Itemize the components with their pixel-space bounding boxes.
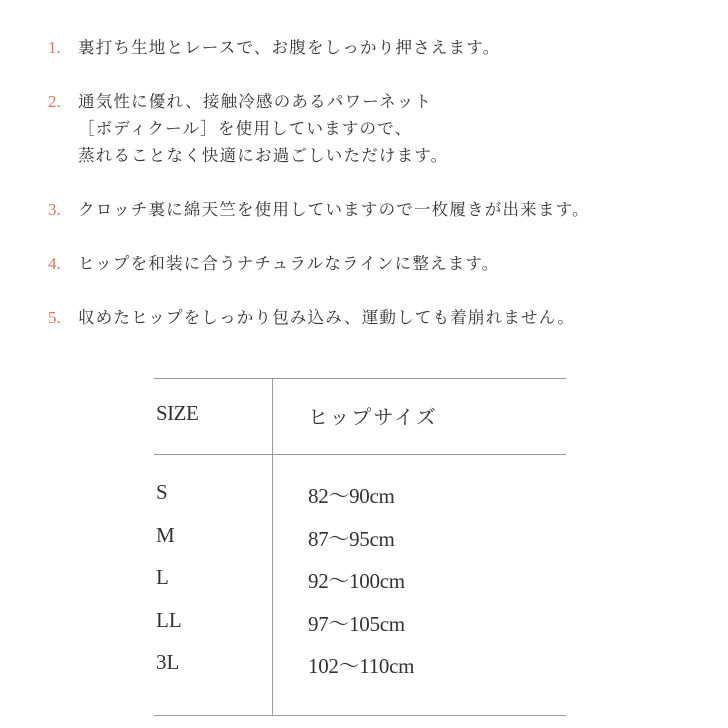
table-row [154,565,566,608]
hip-column-header: ヒップサイズ [308,405,438,429]
hip-size-cell: 87〜95cm [308,526,395,551]
size-cell: LL [156,607,182,632]
feature-number: 2. [48,92,61,111]
feature-item [48,304,718,331]
feature-item [48,34,718,61]
feature-number: 5. [48,308,61,327]
feature-item [48,88,718,169]
hip-size-cell: 97〜105cm [308,611,405,636]
hip-size-cell: 102〜110cm [308,654,415,678]
feature-line: クロッチ裏に綿天竺を使用していますので一枚履きが出来ます。 [78,200,590,219]
size-cell: S [156,480,168,504]
hip-size-cell: 92〜100cm [308,569,405,593]
feature-text [78,196,718,223]
size-table [154,378,566,716]
feature-line: ［ボディクール］を使用していますので、 [78,119,413,138]
feature-item [48,250,718,277]
size-column-header: SIZE [156,401,199,425]
feature-number: 3. [48,200,61,219]
table-row [154,608,566,651]
feature-item [48,196,718,223]
feature-text [78,304,718,331]
feature-line: ヒップを和装に合うナチュラルなラインに整えます。 [78,254,500,273]
feature-text [78,88,718,169]
feature-line: 収めたヒップをしっかり包み込み、運動しても着崩れません。 [78,308,576,327]
feature-line: 裏打ち生地とレースで、お腹をしっかり押さえます。 [78,38,501,57]
table-row [154,523,566,566]
size-table-body [154,480,566,693]
size-cell: M [156,522,175,547]
hip-size-cell: 82〜90cm [308,484,395,508]
feature-list [48,34,718,331]
size-cell: L [156,565,169,589]
feature-text [78,34,718,61]
feature-number: 1. [48,38,61,57]
feature-number: 4. [48,254,61,273]
feature-text [78,250,718,277]
table-header-divider [154,454,566,455]
feature-line: 通気性に優れ、接触冷感のあるパワーネット [78,92,433,111]
table-row [154,650,566,693]
feature-line: 蒸れることなく快適にお過ごしいただけます。 [78,146,449,165]
size-cell: 3L [156,650,180,674]
table-row [154,480,566,523]
